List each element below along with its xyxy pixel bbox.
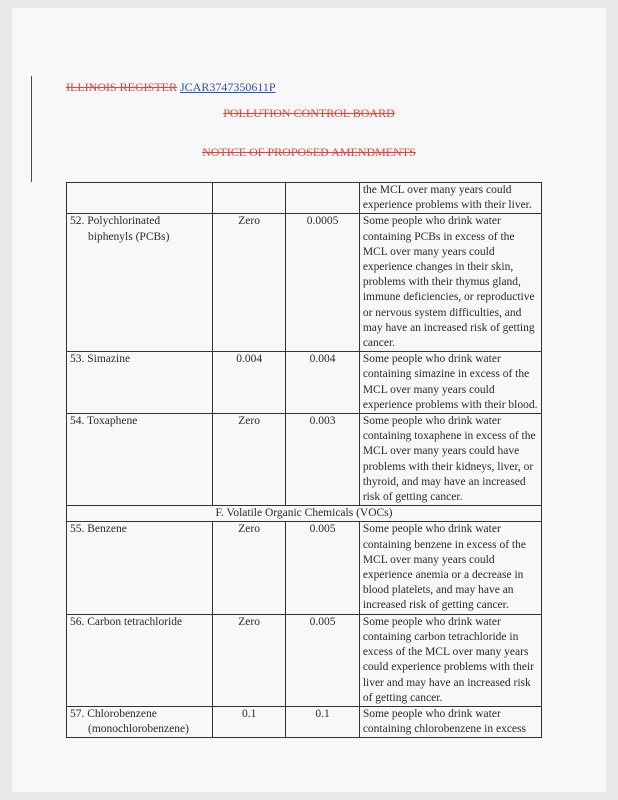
section-row (67, 506, 542, 522)
health-effect-cell: Some people who drink water containing simazine in excess of the MCL over many years could experience problems with their blood. (359, 352, 541, 414)
table-row (67, 522, 542, 614)
contaminant-name-cont: (monochlorobenzene) (88, 723, 189, 736)
mcl-cell: 0.1 (286, 706, 359, 737)
health-effect-cell: Some people who drink water containing toxaphene in excess of the MCL over many years could have problems with their kidneys, liver, or thyroid, and may have an increased risk of getting cancer. (359, 414, 541, 506)
mcl-cell: 0.004 (286, 352, 359, 414)
mclg-cell: Zero (212, 522, 285, 614)
contaminant-name-cell (67, 706, 213, 737)
mclg-cell: Zero (212, 614, 285, 706)
mclg-cell: 0.1 (212, 706, 285, 737)
health-effect-cell: Some people who drink water containing PCBs in excess of the MCL over many years could experience changes in their skin, problems with their thymus gland, immune deficiencies, or reproductive or nervous system difficulties, and may have an increased risk of getting cancer. (359, 214, 541, 352)
contaminant-name-cell (67, 352, 213, 414)
health-effect-cell: the MCL over many years could experience problems with their liver. (359, 183, 541, 214)
contaminant-name-cell (67, 414, 213, 506)
notice-title: NOTICE OF PROPOSED AMENDMENTS (202, 145, 416, 159)
table-row (67, 214, 542, 352)
mcl-cell: 0.0005 (286, 214, 359, 352)
contaminant-name: 54. Toxaphene (70, 415, 138, 428)
contaminant-name: 57. Chlorobenzene (70, 707, 157, 720)
contaminant-name: 55. Benzene (70, 523, 127, 536)
board-title: POLLUTION CONTROL BOARD (223, 106, 395, 120)
contaminant-name-cell (67, 614, 213, 706)
table-row (67, 352, 542, 414)
section-heading: F. Volatile Organic Chemicals (VOCs) (67, 506, 542, 522)
table-row (67, 706, 542, 737)
jcar-code-link[interactable]: JCAR3747350611P (180, 80, 276, 94)
mclg-cell: Zero (212, 214, 285, 352)
health-effect-cell: Some people who drink water containing chlorobenzene in excess (359, 706, 541, 737)
contaminant-name-cell (67, 214, 213, 352)
table-row (67, 414, 542, 506)
contaminant-name: 52. Polychlorinated (70, 215, 161, 228)
contaminant-table (66, 182, 542, 738)
register-title: ILLINOIS REGISTER (66, 80, 177, 94)
health-effect-cell: Some people who drink water containing carbon tetrachloride in excess of the MCL over many years could experience problems with their liver and may have an increased risk of getting cancer. (359, 614, 541, 706)
mcl-cell: 0.003 (286, 414, 359, 506)
mclg-cell: Zero (212, 414, 285, 506)
health-effect-cell: Some people who drink water containing benzene in excess of the MCL over many years could experience anemia or a decrease in blood platelets, and may have an increased risk of getting cancer. (359, 522, 541, 614)
contaminant-name: 53. Simazine (70, 353, 131, 366)
mcl-cell: 0.005 (286, 614, 359, 706)
contaminant-name-cell (67, 522, 213, 614)
mclg-cell: 0.004 (212, 352, 285, 414)
register-header (66, 80, 276, 95)
contaminant-name-cont: biphenyls (PCBs) (88, 230, 170, 243)
mcl-cell: 0.005 (286, 522, 359, 614)
table-row (67, 614, 542, 706)
contaminant-name: 56. Carbon tetrachloride (70, 615, 183, 628)
margin-change-bar (31, 76, 32, 182)
table-row (67, 183, 542, 214)
